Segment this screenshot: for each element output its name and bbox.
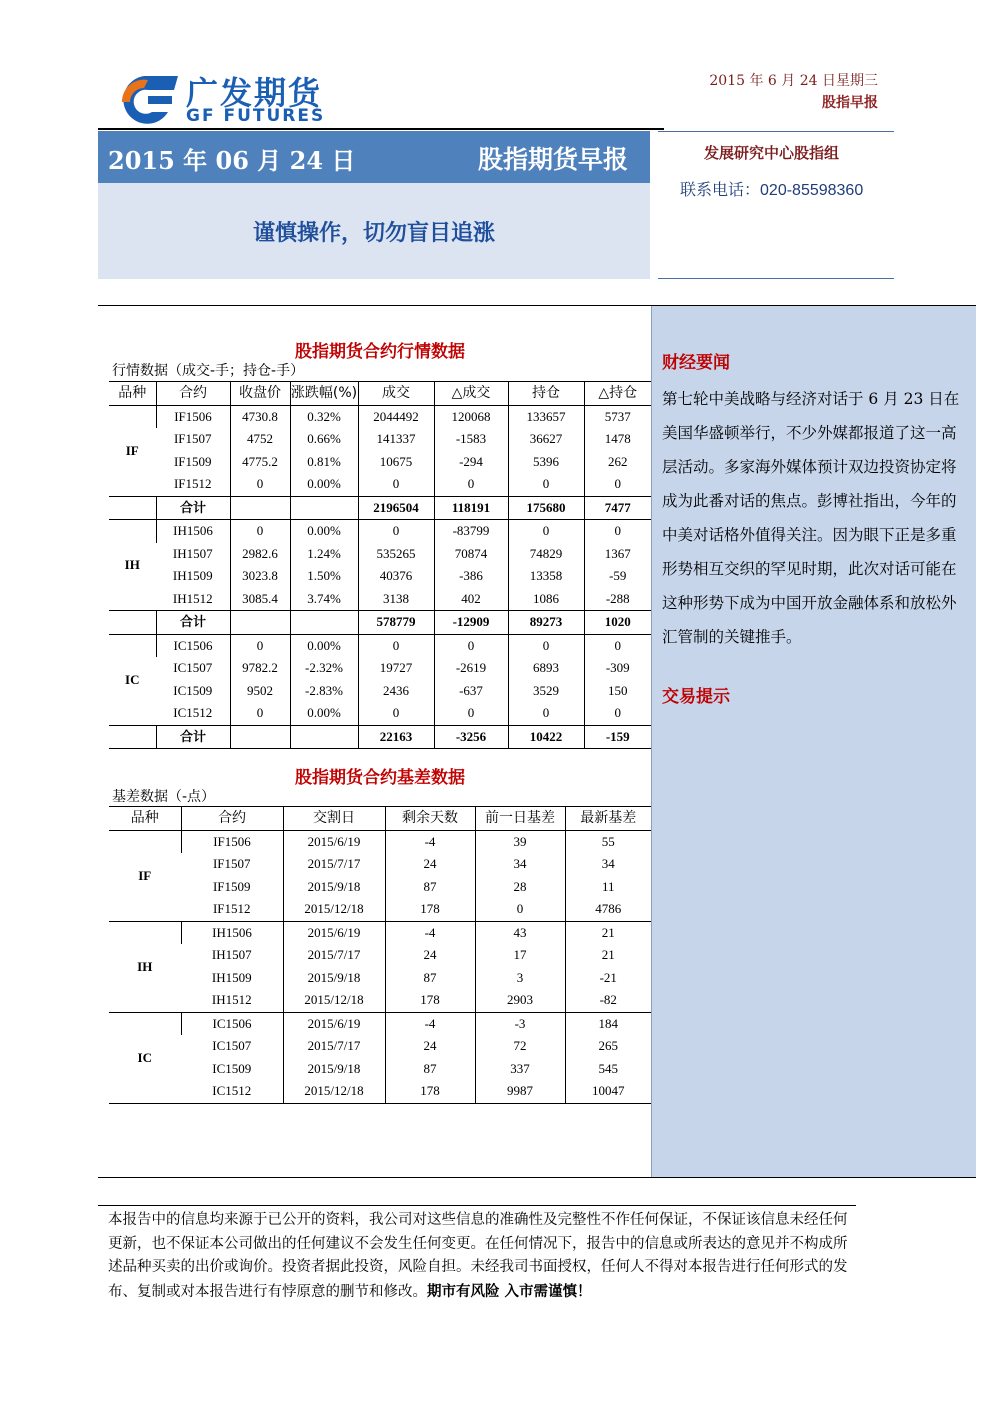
table-row: [109, 473, 651, 496]
table-cell: 74829: [508, 543, 584, 566]
table-cell: 0: [508, 473, 584, 496]
report-kind: 股指早报: [822, 95, 878, 111]
table-row: [109, 921, 651, 944]
logo-chinese-name: 广发期货: [186, 74, 323, 112]
table-cell: 1086: [508, 588, 584, 611]
table-row: [109, 657, 651, 680]
table-cell: 55: [565, 830, 651, 853]
table-cell: IF1512: [181, 898, 283, 921]
subtotal-cell: -159: [584, 725, 651, 749]
table-cell: 150: [584, 680, 651, 703]
table-row: [109, 543, 651, 566]
table-cell: 4775.2: [230, 451, 290, 474]
blank-cell: [109, 611, 156, 635]
table-cell: 3023.8: [230, 565, 290, 588]
table-cell: 0: [434, 634, 508, 657]
table-cell: 0.81%: [290, 451, 358, 474]
blank-cell: [230, 496, 290, 520]
table-row: [109, 428, 651, 451]
table-cell: 70874: [434, 543, 508, 566]
table-cell: 133657: [508, 405, 584, 428]
table-row: [109, 405, 651, 428]
subtotal-cell: -12909: [434, 611, 508, 635]
table-row: [109, 680, 651, 703]
contact-phone: [680, 177, 863, 200]
table-cell: 2015/7/17: [283, 853, 385, 876]
table-cell: 3138: [358, 588, 434, 611]
column-header: 合约: [181, 807, 283, 831]
table-row: [109, 830, 651, 853]
table-cell: 43: [475, 921, 565, 944]
table-cell: -4: [385, 830, 475, 853]
market-table-note: 行情数据（成交-手；持仓-手）: [112, 363, 305, 379]
table-cell: 2903: [475, 989, 565, 1012]
table-cell: 4752: [230, 428, 290, 451]
header-divider: [658, 131, 894, 132]
table-cell: 4786: [565, 898, 651, 921]
table-cell: 0: [508, 702, 584, 725]
headline: 谨慎操作，切勿盲目追涨: [252, 220, 495, 246]
table-cell: 34: [565, 853, 651, 876]
table-cell: 2015/12/18: [283, 898, 385, 921]
table-cell: -288: [584, 588, 651, 611]
table-cell: -2.83%: [290, 680, 358, 703]
table-cell: 3085.4: [230, 588, 290, 611]
table-cell: -2.32%: [290, 657, 358, 680]
sidebar-divider: [651, 306, 652, 1177]
table-cell: 0: [434, 473, 508, 496]
table-cell: 24: [385, 944, 475, 967]
table-cell: 0: [584, 634, 651, 657]
table-cell: 2436: [358, 680, 434, 703]
table-cell: IF1506: [156, 405, 230, 428]
table-row: [109, 1058, 651, 1081]
table-cell: 0: [508, 520, 584, 543]
table-cell: 36627: [508, 428, 584, 451]
product-group-cell: IC: [125, 671, 140, 687]
product-group-cell: IF: [125, 442, 139, 458]
product-group-cell: IH: [109, 921, 181, 1012]
subtotal-row: [109, 496, 651, 520]
table-cell: 28: [475, 876, 565, 899]
table-cell: 178: [385, 898, 475, 921]
table-cell: -83799: [434, 520, 508, 543]
table-cell: 17: [475, 944, 565, 967]
subtotal-cell: -3256: [434, 725, 508, 749]
table-cell: IH1512: [181, 989, 283, 1012]
department: 发展研究中心股指组: [704, 144, 840, 162]
table-cell: 0: [358, 634, 434, 657]
table-cell: 337: [475, 1058, 565, 1081]
table-cell: IC1512: [181, 1080, 283, 1103]
table-cell: 0: [508, 634, 584, 657]
table-cell: 265: [565, 1035, 651, 1058]
table-row: [109, 989, 651, 1012]
table-cell: IH1506: [181, 921, 283, 944]
table-cell: 9987: [475, 1080, 565, 1103]
table-cell: -309: [584, 657, 651, 680]
subtotal-label: 合计: [156, 496, 230, 520]
subtotal-label: 合计: [156, 611, 230, 635]
basis-table-note: 基差数据（-点）: [112, 789, 216, 805]
table-cell: 21: [565, 921, 651, 944]
table-cell: 0: [230, 520, 290, 543]
table-cell: 24: [385, 1035, 475, 1058]
table-cell: IF1512: [173, 476, 212, 492]
table-cell: IC1512: [173, 705, 213, 721]
table-cell: 2044492: [358, 405, 434, 428]
table-cell: 13358: [508, 565, 584, 588]
table-cell: 11: [565, 876, 651, 899]
table-cell: IF1509: [212, 878, 251, 894]
market-header-row: [109, 382, 651, 406]
table-cell: IC1509: [173, 682, 213, 698]
main-frame-bottom: [98, 1177, 976, 1178]
table-cell: 3: [475, 967, 565, 990]
table-cell: IH1512: [172, 590, 213, 606]
table-row: [109, 565, 651, 588]
table-row: [109, 1035, 651, 1058]
risk-warning: 期市有风险 入市需谨慎！: [427, 1282, 592, 1300]
table-cell: 1.24%: [290, 543, 358, 566]
table-cell: 2982.6: [230, 543, 290, 566]
table-cell: 3529: [508, 680, 584, 703]
subtotal-cell: 89273: [508, 611, 584, 635]
table-cell: 39: [475, 830, 565, 853]
subtotal-cell: 175680: [508, 496, 584, 520]
table-cell: -2619: [434, 657, 508, 680]
table-cell: 0: [584, 473, 651, 496]
gf-logo-icon: [108, 72, 180, 124]
table-row: [109, 944, 651, 967]
table-cell: IC1506: [181, 1012, 283, 1035]
table-cell: -4: [385, 1012, 475, 1035]
table-cell: 2015/6/19: [283, 921, 385, 944]
table-cell: -294: [434, 451, 508, 474]
disclaimer: [108, 1209, 856, 1304]
table-row: [109, 588, 651, 611]
product-group-cell: IF: [109, 830, 181, 921]
table-cell: 0: [358, 473, 434, 496]
table-row: [109, 1080, 651, 1103]
blank-cell: [290, 496, 358, 520]
logo-english-name: GF FUTURES: [186, 106, 326, 126]
table-cell: 9782.2: [230, 657, 290, 680]
table-cell: -4: [385, 921, 475, 944]
table-cell: 1478: [584, 428, 651, 451]
table-cell: 10047: [565, 1080, 651, 1103]
table-cell: -637: [434, 680, 508, 703]
subtotal-cell: 1020: [584, 611, 651, 635]
blank-cell: [109, 725, 156, 749]
column-header: 品种: [109, 807, 181, 831]
logo-divider: [98, 128, 664, 130]
table-row: [109, 1012, 651, 1035]
column-header: 成交: [358, 382, 434, 406]
table-cell: -386: [434, 565, 508, 588]
subtotal-cell: 578779: [358, 611, 434, 635]
phone-number: 020-85598360: [760, 182, 864, 199]
table-cell: 34: [475, 853, 565, 876]
table-row: [109, 634, 651, 657]
table-cell: 5737: [584, 405, 651, 428]
subtotal-cell: 7477: [584, 496, 651, 520]
column-header: △持仓: [584, 382, 651, 406]
subtotal-cell: 10422: [508, 725, 584, 749]
table-row: [109, 451, 651, 474]
subtotal-cell: 22163: [358, 725, 434, 749]
table-cell: 0: [475, 898, 565, 921]
report-date: 2015 年 6 月 24 日星期三: [709, 73, 878, 89]
table-cell: -21: [565, 967, 651, 990]
table-cell: 545: [565, 1058, 651, 1081]
table-cell: 9502: [230, 680, 290, 703]
table-cell: 4730.8: [230, 405, 290, 428]
table-cell: 40376: [358, 565, 434, 588]
table-cell: IC1507: [212, 1038, 252, 1054]
table-cell: 87: [385, 967, 475, 990]
table-cell: 184: [565, 1012, 651, 1035]
basis-data-table: [109, 806, 651, 1104]
table-cell: 262: [584, 451, 651, 474]
table-cell: 0: [230, 702, 290, 725]
table-row: [109, 520, 651, 543]
table-cell: 0.00%: [290, 473, 358, 496]
table-row: [109, 967, 651, 990]
column-header: 交割日: [283, 807, 385, 831]
disclaimer-divider: [98, 1205, 856, 1206]
subtotal-row: [109, 611, 651, 635]
table-cell: 1.50%: [290, 565, 358, 588]
table-cell: IH1509: [211, 969, 252, 985]
column-header: △成交: [434, 382, 508, 406]
table-cell: 0: [358, 520, 434, 543]
table-cell: -59: [584, 565, 651, 588]
table-cell: 0.32%: [290, 405, 358, 428]
table-cell: 178: [385, 1080, 475, 1103]
basis-header-row: [109, 807, 651, 831]
blank-cell: [230, 725, 290, 749]
table-cell: 2015/9/18: [283, 876, 385, 899]
product-group-cell: IC: [109, 1012, 181, 1103]
table-cell: 21: [565, 944, 651, 967]
table-cell: 0.00%: [290, 634, 358, 657]
table-cell: 87: [385, 876, 475, 899]
market-data-table: [109, 381, 651, 749]
disclaimer-body: 本报告中的信息均来源于已公开的资料，我公司对这些信息的准确性及完整性不作任何保证，不保证该信息未经任何更新，也不保证本公司做出的任何建议不会发生任何变更。在任何情况下，报告中的信息或所表达的意见并不构成所述品种买卖的出价或询价。投资者据此投资，风险自担。未经我司书面授权，任何人不得对本报告进行任何形式的发布、复制或对本报告进行有悖原意的删节和修改。: [108, 1212, 848, 1300]
table-row: [109, 702, 651, 725]
banner-title: 股指期货早报: [478, 145, 629, 174]
table-cell: IF1507: [212, 856, 251, 872]
table-cell: IC1507: [173, 660, 213, 676]
column-header: 涨跌幅(%): [290, 382, 358, 406]
news-heading: 财经要闻: [662, 353, 730, 373]
table-cell: IC1506: [156, 634, 230, 657]
column-header: 剩余天数: [385, 807, 475, 831]
table-cell: 24: [385, 853, 475, 876]
table-cell: 2015/12/18: [283, 989, 385, 1012]
tips-heading: 交易提示: [662, 687, 730, 707]
table-cell: 2015/9/18: [283, 1058, 385, 1081]
table-cell: 0: [230, 634, 290, 657]
table-cell: 3.74%: [290, 588, 358, 611]
table-cell: 2015/9/18: [283, 967, 385, 990]
table-row: [109, 876, 651, 899]
table-cell: IC1509: [212, 1060, 252, 1076]
table-cell: 5396: [508, 451, 584, 474]
table-cell: 2015/12/18: [283, 1080, 385, 1103]
table-cell: -3: [475, 1012, 565, 1035]
table-cell: 120068: [434, 405, 508, 428]
table-cell: 178: [385, 989, 475, 1012]
column-header: 持仓: [508, 382, 584, 406]
table-cell: 0: [434, 702, 508, 725]
table-cell: 0: [584, 520, 651, 543]
table-cell: 0: [230, 473, 290, 496]
table-cell: 10675: [358, 451, 434, 474]
subtotal-cell: 2196504: [358, 496, 434, 520]
product-group-cell: IH: [124, 557, 140, 572]
blank-cell: [109, 496, 156, 520]
table-cell: 2015/6/19: [283, 1012, 385, 1035]
table-cell: IF1507: [173, 431, 212, 447]
table-cell: 0.66%: [290, 428, 358, 451]
table-cell: 2015/7/17: [283, 1035, 385, 1058]
column-header: 前一日基差: [475, 807, 565, 831]
table-cell: IF1509: [173, 453, 212, 469]
table-cell: 87: [385, 1058, 475, 1081]
header-divider-bottom: [658, 278, 894, 279]
table-cell: IH1507: [172, 545, 213, 561]
subtotal-row: [109, 725, 651, 749]
phone-label: 联系电话：: [680, 180, 761, 199]
column-header: 合约: [156, 382, 230, 406]
column-header: 最新基差: [565, 807, 651, 831]
table-cell: IH1506: [156, 520, 230, 543]
table-cell: 1367: [584, 543, 651, 566]
table-cell: IH1507: [211, 947, 252, 963]
column-header: 品种: [109, 382, 156, 406]
table-cell: 2015/6/19: [283, 830, 385, 853]
table-cell: 0: [584, 702, 651, 725]
table-cell: IH1509: [172, 568, 213, 584]
table-cell: IF1506: [181, 830, 283, 853]
blank-cell: [230, 611, 290, 635]
news-body: 第七轮中美战略与经济对话于 6 月 23 日在美国华盛顿举行，不少外媒都报道了这一高层活动。多家海外媒体预计双边投资协定将成为此番对话的焦点。彭博社指出，今年的中美对话格外值得关注。因为眼下正是多重形势相互交织的罕见时期，此次对话可能在这种形势下成为中国开放金融体系和放松外汇管制的关键推手。: [662, 390, 960, 646]
table-cell: 0.00%: [290, 520, 358, 543]
blank-cell: [290, 725, 358, 749]
subtotal-label: 合计: [156, 725, 230, 749]
table-cell: 0.00%: [290, 702, 358, 725]
table-cell: -1583: [434, 428, 508, 451]
subtotal-cell: 118191: [434, 496, 508, 520]
basis-table-caption: 股指期货合约基差数据: [295, 768, 465, 788]
table-cell: 19727: [358, 657, 434, 680]
table-row: [109, 898, 651, 921]
column-header: 收盘价: [230, 382, 290, 406]
table-cell: 402: [434, 588, 508, 611]
table-cell: 0: [358, 702, 434, 725]
blank-cell: [290, 611, 358, 635]
market-table-caption: 股指期货合约行情数据: [295, 342, 465, 362]
table-cell: 535265: [358, 543, 434, 566]
table-cell: 6893: [508, 657, 584, 680]
table-cell: 2015/7/17: [283, 944, 385, 967]
table-cell: 141337: [358, 428, 434, 451]
table-cell: 72: [475, 1035, 565, 1058]
table-row: [109, 853, 651, 876]
banner-date: 2015 年 06 月 24 日: [108, 146, 356, 175]
table-cell: -82: [565, 989, 651, 1012]
